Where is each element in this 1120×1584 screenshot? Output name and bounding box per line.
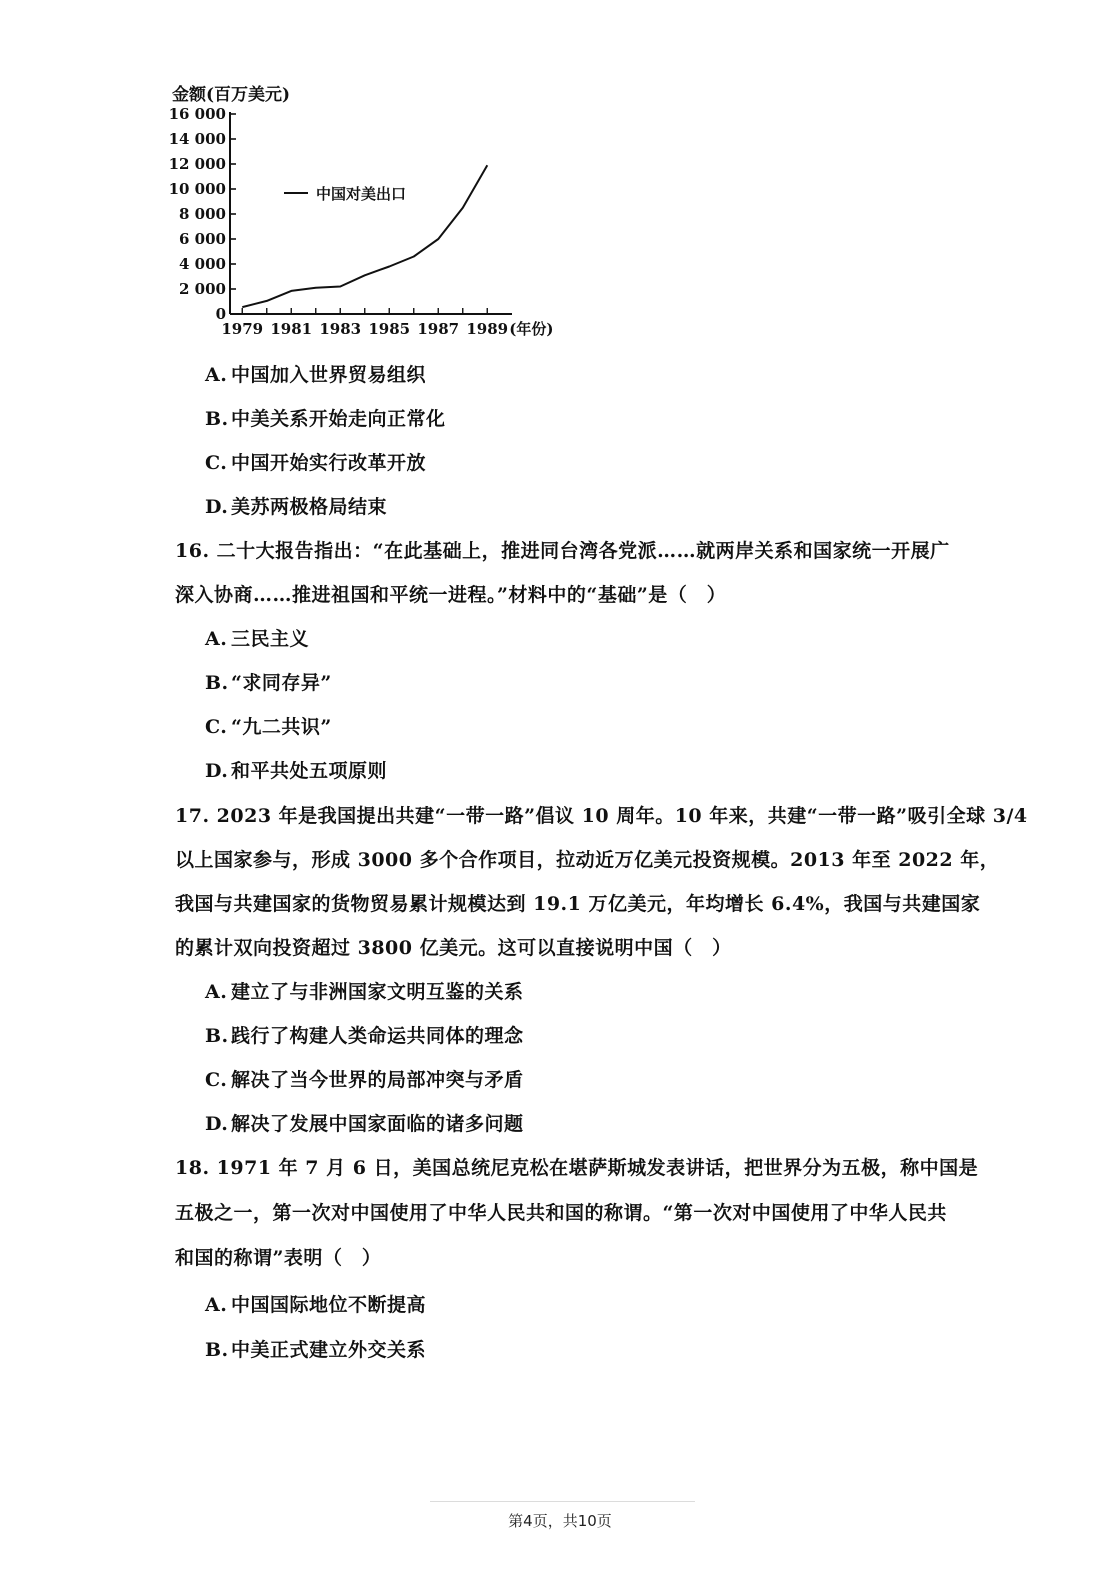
option-text: “求同存异”	[231, 672, 332, 694]
y-axis-title: 金额(百万美元)	[172, 85, 291, 105]
q18-stem-line-2: 五极之一，第一次对中国使用了中华人民共和国的称谓。“第一次对中国使用了中华人民共	[175, 1202, 947, 1224]
y-tick-label: 16 000	[168, 105, 226, 123]
q15-option-b[interactable]	[205, 406, 446, 432]
option-letter: D.	[205, 760, 229, 782]
x-tick-label: 1981	[270, 320, 313, 338]
q18-stem-line-1: 18. 1971 年 7 月 6 日，美国总统尼克松在堪萨斯城发表讲话，把世界分为五极，称中国是	[175, 1157, 979, 1179]
option-letter: B.	[205, 1339, 229, 1361]
option-text: 中美关系开始走向正常化	[231, 408, 446, 430]
export-line-chart	[160, 78, 590, 348]
y-tick-label: 0	[215, 305, 226, 323]
option-text: 践行了构建人类命运共同体的理念	[231, 1025, 524, 1047]
q16-option-d[interactable]	[205, 758, 387, 784]
q18-option-a[interactable]	[205, 1292, 426, 1318]
y-tick-label: 2 000	[179, 280, 226, 298]
option-text: 和平共处五项原则	[231, 760, 388, 782]
option-text: 中国国际地位不断提高	[231, 1294, 427, 1316]
y-tick-label: 14 000	[168, 130, 226, 148]
option-letter: B.	[205, 672, 229, 694]
option-letter: C.	[205, 716, 228, 738]
option-text: 中国开始实行改革开放	[231, 452, 427, 474]
y-tick-label: 10 000	[168, 180, 226, 198]
option-text: 中国加入世界贸易组织	[231, 364, 427, 386]
option-letter: C.	[205, 1069, 228, 1091]
option-text: 美苏两极格局结束	[231, 496, 388, 518]
q16-option-b[interactable]	[205, 670, 332, 696]
option-text: 解决了当今世界的局部冲突与矛盾	[231, 1069, 524, 1091]
x-tick-label: 1987	[417, 320, 460, 338]
x-tick-label: 1983	[319, 320, 362, 338]
q17-stem-line-2: 以上国家参与，形成 3000 多个合作项目，拉动近万亿美元投资规模。2013 年至 2022 年，	[175, 849, 1000, 871]
option-text: 中美正式建立外交关系	[231, 1339, 427, 1361]
page-number: 第4页，共10页	[508, 1512, 612, 1530]
legend-label: 中国对美出口	[316, 185, 407, 203]
q16-option-a[interactable]	[205, 626, 309, 652]
option-letter: A.	[205, 628, 228, 650]
q15-option-a[interactable]	[205, 362, 426, 388]
option-letter: A.	[205, 981, 228, 1003]
x-tick-label: 1989	[466, 320, 509, 338]
q16-stem-line-2: 深入协商……推进祖国和平统一进程。”材料中的“基础”是（ ）	[175, 584, 727, 606]
y-tick-label: 12 000	[168, 155, 226, 173]
option-letter: D.	[205, 1113, 229, 1135]
q17-stem-line-4: 的累计双向投资超过 3800 亿美元。这可以直接说明中国（ ）	[175, 937, 732, 959]
q17-stem-line-3: 我国与共建国家的货物贸易累计规模达到 19.1 万亿美元，年均增长 6.4%，我国与共建国家	[175, 893, 981, 915]
option-letter: B.	[205, 408, 229, 430]
option-letter: D.	[205, 496, 229, 518]
x-tick-label: 1985	[368, 320, 411, 338]
option-letter: C.	[205, 452, 228, 474]
option-text: 解决了发展中国家面临的诸多问题	[231, 1113, 524, 1135]
q17-option-d[interactable]	[205, 1111, 524, 1137]
q15-option-d[interactable]	[205, 494, 387, 520]
y-tick-label: 6 000	[179, 230, 226, 248]
q16-stem-line-1: 16. 二十大报告指出：“在此基础上，推进同台湾各党派……就两岸关系和国家统一开展广	[175, 540, 950, 562]
q18-option-b[interactable]	[205, 1337, 426, 1363]
q17-option-a[interactable]	[205, 979, 524, 1005]
q17-option-b[interactable]	[205, 1023, 524, 1049]
q18-stem-line-3: 和国的称谓”表明（ ）	[175, 1247, 382, 1269]
x-tick-label: 1979	[221, 320, 264, 338]
option-text: “九二共识”	[231, 716, 332, 738]
q17-stem-line-1: 17. 2023 年是我国提出共建“一带一路”倡议 10 周年。10 年来，共建“一带一路”吸引全球 3/4	[175, 805, 1028, 827]
y-tick-label: 4 000	[179, 255, 226, 273]
option-letter: A.	[205, 1294, 228, 1316]
q16-option-c[interactable]	[205, 714, 332, 740]
x-axis-title: (年份)	[509, 320, 554, 338]
option-text: 建立了与非洲国家文明互鉴的关系	[231, 981, 524, 1003]
chart-svg	[160, 78, 590, 348]
option-text: 三民主义	[231, 628, 310, 650]
q17-option-c[interactable]	[205, 1067, 524, 1093]
footer-divider	[430, 1501, 695, 1502]
option-letter: A.	[205, 364, 228, 386]
y-tick-label: 8 000	[179, 205, 226, 223]
q15-option-c[interactable]	[205, 450, 426, 476]
option-letter: B.	[205, 1025, 229, 1047]
